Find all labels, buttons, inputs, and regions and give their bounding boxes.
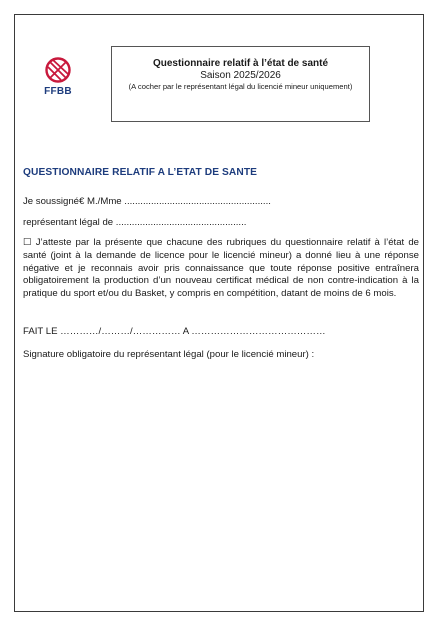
attestation-paragraph: ☐ J’atteste par la présente que chacune des rubriques du questionnaire relatif à l’état de santé (joint à la demande de licence pour le licencié mineur) a donné lieu à une réponse négative et je reconnais avoir pris connaissance que toute réponse positive entraînera obligatoirement la production d’un nouveau certificat médical de non contre-indication à la pratique du sport et/ou du Basket, y compris en compétition, datant de moins de 6 mois. xyxy=(23,237,419,300)
signature-line: Signature obligatoire du représentant légal (pour le licencié mineur) : xyxy=(23,349,315,360)
section-title: QUESTIONNAIRE RELATIF A L’ETAT DE SANTE xyxy=(23,167,258,178)
representant-line: représentant légal de ................................................. xyxy=(23,217,247,228)
soussigne-line: Je soussigné€ M./Mme ....................................................... xyxy=(23,196,271,207)
ffbb-logo xyxy=(40,56,76,100)
header-box xyxy=(111,46,370,122)
logo-text: FFBB xyxy=(44,86,72,97)
basketball-icon xyxy=(40,56,76,86)
fait-le-line: FAIT LE …………/………/…………… A …………………………………… xyxy=(23,326,326,337)
header-title: Questionnaire relatif à l’état de santé xyxy=(152,58,329,69)
header-note: (A cocher par le représentant légal du licencié mineur uniquement) xyxy=(128,82,353,91)
header-season: Saison 2025/2026 xyxy=(200,70,281,81)
